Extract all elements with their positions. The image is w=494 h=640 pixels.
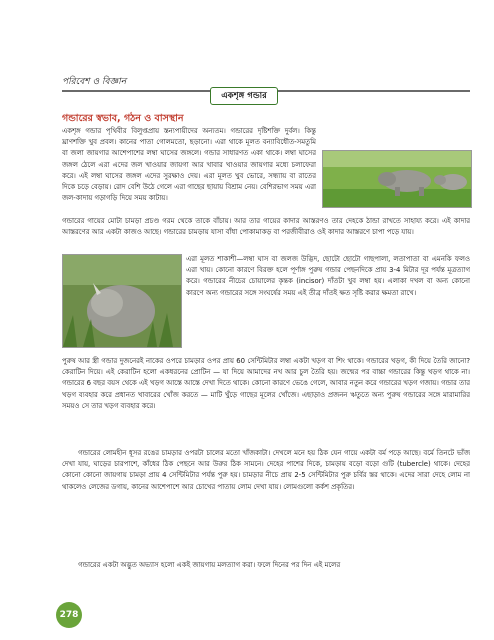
paragraph-6: গন্ডারের একটা অদ্ভুত অভ্যাস হলো একই জায়গায় মলত্যাগ করা। ফলে দিনের পর দিন এই মলের [78, 561, 341, 569]
rhino-grassland-photo [322, 150, 472, 208]
rhino-closeup-photo [62, 254, 182, 348]
paragraph-1: একশৃঙ্গ গন্ডার পৃথিবীর বিলুপ্তপ্রায় স্তন্যপায়ীদের অন্যতম। গন্ডারের দৃষ্টিশক্তি দুর্বল। কিন্তু ঘ্রাণশক্তি খুব প্রবল। কানের পাতা গোলমতো, ছড়ানো। এরা থাকে মূলত বন্যাবিধৌত-সমতুমি বা জলা জায়গার আশেপাশের লম্বা ঘাসের জঙ্গলে। গন্ডার সাধারণত একা থাকে। লম্বা ঘাসের জঙ্গল ঠেলে এরা এদের জল খাওয়ার জায়গা আর খাবার খাওয়ার জায়গার মধ্যে চলাফেরা করে। এই লম্বা ঘাসের জঙ্গল এদের সুরক্ষাও দেয়। এরা মূলত খুব ভোরে, সন্ধ্যায় বা রাতের দিকে চড়ে বেড়ায়। রোদ বেশি উঠে গেলে এরা গাছের ছায়ায় বিশ্রাম নেয়। বেশিরভাগ সময় এরা জল-কাদায় গড়াগড়ি দিয়ে সময় কাটায়। [62, 127, 316, 203]
rhino-closeup-illustration [63, 255, 181, 347]
paragraph-3: এরা মূলত শাকাশী—লম্বা ঘাস বা জলজ উদ্ভিদ, ছোটো ছোটো গাছপালা, লতাপাতা বা এমনকি ফলও এরা খায়। কোনো কারণে বিরক্ত হলে পূর্ণাঙ্গ পুরুষ গন্ডার পেছনদিকে প্রায় 3-4 মিটার দূর পর্যন্ত মূত্রত্যাগ করে। গন্ডারের নীচের চোয়ালের কৃন্তক (incisor) দাঁতটা খুব লম্বা হয়। এলাকা দখল বা অন্য কোনো কারণে অন্য গন্ডারের সঙ্গে সংঘর্ষের সময় এই তীব্র দাঁতই ক্ষত সৃষ্টি করার ক্ষমতা রাখে। [186, 255, 470, 297]
paragraph-2: গন্ডারের গায়ের মোটা চামড়া প্রচণ্ড গরম থেকে তাকে বাঁচায়। আর তার গায়ের কাদার আস্তরণও তার দেহকে ঠান্ডা রাখতে সাহায্য করে। এই কাদার আস্তরণের আর একটা কাজও আছে। গন্ডারের চামড়ায় যাসা বাঁধা পোকামাকড় বা পরজীবীরাও ওই কাদার আস্তরণে চাপা পড়ে যায়। [62, 217, 470, 237]
chapter-box-title [210, 87, 278, 105]
chapter-box-title-text: একশৃঙ্গ গন্ডার [221, 91, 267, 101]
rhino-grassland-illustration [323, 151, 471, 207]
page-number: 278 [59, 610, 79, 620]
paragraph-4: পুরুষ আর স্ত্রী গন্ডার দুজনেরই নাকের ওপরে চামড়ার ওপর প্রায় 60 সেন্টিমিটার লম্বা একটা খড়গ বা শিং থাকে। গন্ডারের খড়গ, কী দিয়ে তৈরি জানো? কেরাটিন দিয়ে। এই কেরাটিন হলো একধরনের প্রোটিন — যা দিয়ে আমাদের নখ আর চুল তৈরি হয়। জন্মের পর বাচ্চা গন্ডারের কিন্তু খড়গ থাকে না। গন্ডারের 6 বছর বয়স থেকে এই খড়গ আস্তে আস্তে দেখা দিতে থাকে। কোনো কারণে ভেঙে গেলে, আবার নতুন করে গন্ডারের খড়গ গজায়। গন্ডার তার খড়গ ব্যবহার করে প্রধানত খাবারের খোঁজ করতে — মাটি খুঁড়ে গাছের মূলের খোঁজে। এছাড়াও প্রজনন ঋতুতে অন্য পুরুষ গন্ডারের সঙ্গে মারামারির সময়ও সে তার খড়গ ব্যবহার করে। [62, 357, 470, 410]
paragraph-5: গন্ডারের লোমহীন ধূসর রঙের চামড়ার ওপরটা চালের মতো খাঁজকাটা। দেখলে মনে হয় ঠিক যেন গায়ে একটা বর্ম পড়ে আছে। বর্মে তিনটে ভাঁজ দেখা যায়, ঘাড়ের চারপাশে, কাঁধের ঠিক পেছনে আর উরুর ঠিক সামনে। দেহের পাশের দিকে, চামড়ায় বড়ো বড়ো গুটি (tubercle) থাকে। দেহের কোনো কোনো জায়গায় চামড়া প্রায় 4 সেন্টিমিটার পর্যন্ত পুরু হয়। চামড়ার নীচে প্রায় 2-5 সেন্টিমিটার পুরু চর্বির স্তর থাকে। এদের সারা দেহে লোম না থাকলেও লেজের ডগায়, কানের আশেপাশে আর চোখের পাতায় লোম দেখা যায়। লোমগুলো কর্কশ প্রকৃতির। [62, 449, 470, 491]
running-head: পরিবেশ ও বিজ্ঞান [62, 77, 127, 87]
page-number-badge [56, 602, 82, 628]
section-heading: গন্ডারের স্বভাব, গঠন ও বাসস্থান [62, 113, 184, 124]
